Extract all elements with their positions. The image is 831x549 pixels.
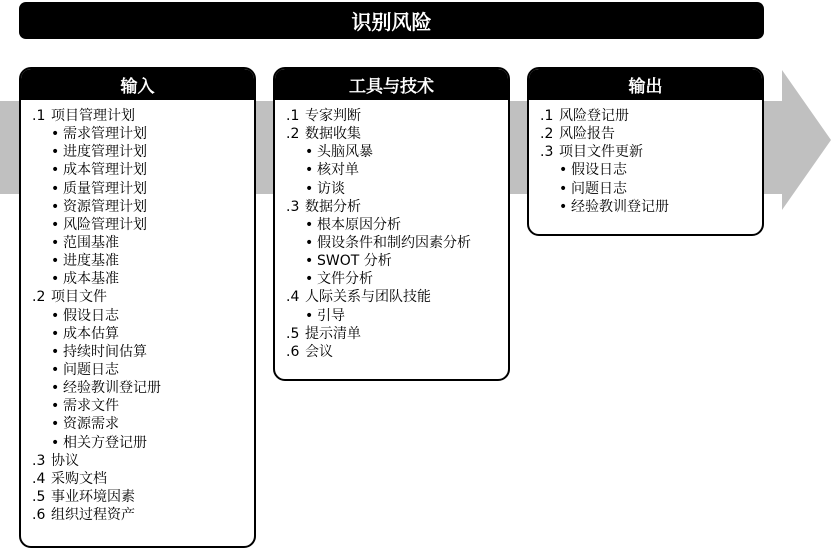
bullet-icon: • xyxy=(305,180,314,197)
list-item xyxy=(529,107,762,125)
sub-item-label: 资源管理计划 xyxy=(63,198,147,215)
inputs-list xyxy=(21,100,254,524)
bullet-icon: • xyxy=(51,325,60,342)
bullet-icon: • xyxy=(51,144,60,161)
bullet-icon: • xyxy=(305,271,314,288)
bullet-icon: • xyxy=(51,234,60,251)
item-label: 人际关系与团队技能 xyxy=(305,289,431,306)
item-label: 风险登记册 xyxy=(559,108,629,124)
item-number: .6 xyxy=(286,343,300,360)
inputs-heading-text: 输入 xyxy=(120,77,155,97)
sub-list-item xyxy=(275,143,508,161)
sub-list-item xyxy=(21,143,254,161)
outputs-heading-text: 输出 xyxy=(628,77,663,97)
bullet-icon: • xyxy=(51,434,60,451)
sub-item-label: 文件分析 xyxy=(317,271,373,288)
item-number: .3 xyxy=(32,452,46,469)
sub-item-label: 经验教训登记册 xyxy=(63,380,161,397)
sub-item-label: 问题日志 xyxy=(63,361,119,378)
list-item xyxy=(275,325,508,343)
list-item xyxy=(275,343,508,361)
item-label: 项目管理计划 xyxy=(51,108,135,124)
inputs-heading xyxy=(21,69,254,100)
process-title xyxy=(19,2,764,39)
item-label: 组织过程资产 xyxy=(51,507,135,524)
sub-list-item xyxy=(21,198,254,216)
sub-item-label: 核对单 xyxy=(317,162,359,179)
sub-item-label: SWOT 分析 xyxy=(317,253,392,270)
sub-list-item xyxy=(275,161,508,179)
bullet-icon: • xyxy=(51,416,60,433)
sub-item-label: 问题日志 xyxy=(571,180,627,197)
item-label: 事业环境因素 xyxy=(51,488,135,505)
list-item xyxy=(275,198,508,216)
sub-list-item xyxy=(21,216,254,234)
sub-item-label: 进度管理计划 xyxy=(63,144,147,161)
bullet-icon: • xyxy=(51,307,60,324)
item-label: 项目文件 xyxy=(51,289,107,306)
bullet-icon: • xyxy=(51,198,60,215)
sub-list-item xyxy=(21,397,254,415)
item-number: .5 xyxy=(32,488,46,505)
bullet-icon: • xyxy=(305,144,314,161)
sub-list-item xyxy=(275,270,508,288)
bullet-icon: • xyxy=(51,380,60,397)
sub-item-label: 持续时间估算 xyxy=(63,343,147,360)
item-number: .4 xyxy=(286,289,300,306)
sub-item-label: 假设日志 xyxy=(571,162,627,179)
list-item xyxy=(529,125,762,143)
sub-item-label: 经验教训登记册 xyxy=(571,198,669,215)
tools-list xyxy=(275,100,508,361)
sub-list-item xyxy=(21,434,254,452)
sub-list-item xyxy=(21,325,254,343)
sub-list-item xyxy=(21,252,254,270)
sub-list-item xyxy=(21,307,254,325)
sub-list-item xyxy=(529,180,762,198)
sub-item-label: 风险管理计划 xyxy=(63,216,147,233)
sub-list-item xyxy=(275,234,508,252)
bullet-icon: • xyxy=(305,216,314,233)
bullet-icon: • xyxy=(51,216,60,233)
list-item xyxy=(275,125,508,143)
bullet-icon: • xyxy=(305,234,314,251)
sub-item-label: 引导 xyxy=(317,307,345,324)
sub-item-label: 范围基准 xyxy=(63,234,119,251)
item-number: .1 xyxy=(540,108,554,124)
outputs-heading xyxy=(529,69,762,100)
sub-item-label: 质量管理计划 xyxy=(63,180,147,197)
sub-item-label: 假设条件和制约因素分析 xyxy=(317,234,471,251)
item-number: .2 xyxy=(286,126,300,143)
bullet-icon: • xyxy=(559,162,568,179)
list-item xyxy=(21,288,254,306)
list-item xyxy=(21,470,254,488)
sub-item-label: 根本原因分析 xyxy=(317,216,401,233)
sub-item-label: 头脑风暴 xyxy=(317,144,373,161)
outputs-box xyxy=(527,67,764,236)
sub-list-item xyxy=(275,307,508,325)
bullet-icon: • xyxy=(305,253,314,270)
item-label: 数据分析 xyxy=(305,198,361,215)
sub-list-item xyxy=(21,415,254,433)
item-number: .4 xyxy=(32,470,46,487)
tools-heading-text: 工具与技术 xyxy=(349,77,434,97)
list-item xyxy=(21,506,254,524)
item-label: 协议 xyxy=(51,452,79,469)
sub-list-item xyxy=(21,161,254,179)
sub-item-label: 需求文件 xyxy=(63,398,119,415)
item-label: 项目文件更新 xyxy=(559,144,643,161)
item-number: .3 xyxy=(540,144,554,161)
list-item xyxy=(21,107,254,125)
sub-list-item xyxy=(21,379,254,397)
item-label: 数据收集 xyxy=(305,126,361,143)
bullet-icon: • xyxy=(559,180,568,197)
bullet-icon: • xyxy=(51,361,60,378)
sub-list-item xyxy=(21,270,254,288)
list-item xyxy=(275,107,508,125)
item-number: .2 xyxy=(540,126,554,143)
process-title-text: 识别风险 xyxy=(351,10,432,34)
bullet-icon: • xyxy=(559,198,568,215)
bullet-icon: • xyxy=(51,253,60,270)
sub-item-label: 成本管理计划 xyxy=(63,162,147,179)
item-label: 提示清单 xyxy=(305,325,361,342)
bullet-icon: • xyxy=(305,307,314,324)
bullet-icon: • xyxy=(51,162,60,179)
tools-heading xyxy=(275,69,508,100)
item-number: .2 xyxy=(32,289,46,306)
item-label: 会议 xyxy=(305,343,333,360)
sub-list-item xyxy=(275,216,508,234)
sub-list-item xyxy=(21,234,254,252)
item-number: .1 xyxy=(286,108,300,124)
sub-list-item xyxy=(529,161,762,179)
bullet-icon: • xyxy=(51,126,60,143)
sub-item-label: 访谈 xyxy=(317,180,345,197)
sub-list-item xyxy=(529,198,762,216)
item-number: .1 xyxy=(32,108,46,124)
list-item xyxy=(275,288,508,306)
list-item xyxy=(529,143,762,161)
bullet-icon: • xyxy=(305,162,314,179)
sub-list-item xyxy=(275,252,508,270)
outputs-list xyxy=(529,100,762,216)
item-number: .6 xyxy=(32,507,46,524)
sub-list-item xyxy=(275,180,508,198)
list-item xyxy=(21,452,254,470)
item-number: .3 xyxy=(286,198,300,215)
sub-item-label: 进度基准 xyxy=(63,253,119,270)
bullet-icon: • xyxy=(51,271,60,288)
sub-item-label: 相关方登记册 xyxy=(63,434,147,451)
sub-item-label: 假设日志 xyxy=(63,307,119,324)
sub-list-item xyxy=(21,343,254,361)
item-label: 专家判断 xyxy=(305,108,361,124)
sub-item-label: 资源需求 xyxy=(63,416,119,433)
inputs-box xyxy=(19,67,256,548)
bullet-icon: • xyxy=(51,398,60,415)
sub-list-item xyxy=(21,180,254,198)
item-label: 风险报告 xyxy=(559,126,615,143)
sub-item-label: 需求管理计划 xyxy=(63,126,147,143)
bullet-icon: • xyxy=(51,343,60,360)
sub-list-item xyxy=(21,361,254,379)
item-number: .5 xyxy=(286,325,300,342)
sub-item-label: 成本基准 xyxy=(63,271,119,288)
sub-item-label: 成本估算 xyxy=(63,325,119,342)
bullet-icon: • xyxy=(51,180,60,197)
list-item xyxy=(21,488,254,506)
tools-box xyxy=(273,67,510,381)
item-label: 采购文档 xyxy=(51,470,107,487)
sub-list-item xyxy=(21,125,254,143)
